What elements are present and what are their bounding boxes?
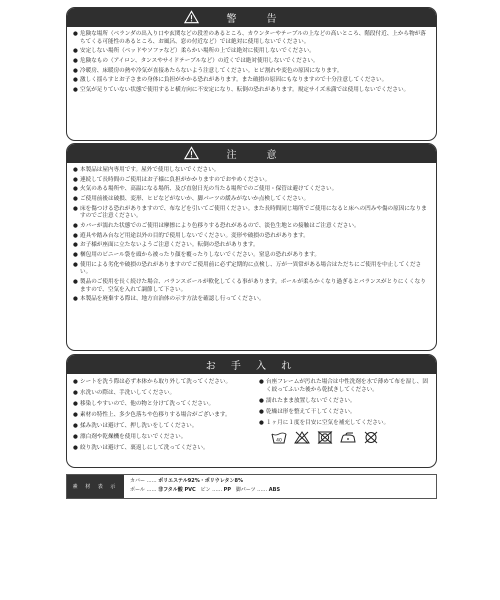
- list-item-text: 使用による劣化や破損の恐れがありますのでご使用前に必ず定期的に点検し、万が一異常がある場合はただちにご使用を中止してください。: [80, 261, 422, 276]
- bullet-icon: ●: [73, 433, 78, 440]
- care-panel: [66, 354, 437, 468]
- bullet-icon: ●: [73, 379, 78, 385]
- list-item-text: 本製品を廃棄する際は、地方自治体の示す方法を確認し行ってください。: [80, 296, 265, 303]
- cover-value: ポリエステル92%・ポリウレタン8%: [158, 478, 243, 484]
- list-item-text: 揉み洗いは避けて、押し洗いをしてください。: [80, 422, 198, 429]
- bullet-icon: ●: [73, 389, 78, 396]
- bullet-icon: ●: [73, 186, 78, 193]
- list-item-text: 移染しやすいので、他の物と分けて洗ってください。: [80, 400, 215, 407]
- list-item-text: 漂白剤や乾燥機を使用しないでください。: [80, 433, 187, 440]
- care-left-list: [73, 379, 251, 456]
- list-item-text: 製品のご使用を長く続けた場合、バランスボールが軟化してくる事があります。ボールが柔らかくなり過ぎるとバランスがとりにくくなりますので、空気を入れて調節して下さい。: [80, 279, 426, 293]
- pin-label: ピン ……: [200, 487, 223, 493]
- list-item: [73, 423, 251, 431]
- list-item: [73, 279, 430, 294]
- list-item: [73, 77, 430, 85]
- no-bleach-icon: [294, 431, 310, 444]
- list-item: [259, 398, 430, 406]
- list-item-text: ご使用前後は破損、変形、ヒビなどがないか、脚パーツの緩みがないか点検してください。: [80, 196, 310, 203]
- list-item-text: 台座フレームが汚れた場合は中性洗剤を水で薄めて布を湿し、固く絞ってふいた後から乾拭きしてください。: [266, 379, 428, 393]
- list-item-text: 本製品は屋内専用です。屋外で使用しないでください。: [80, 167, 220, 173]
- list-item: [73, 252, 430, 260]
- list-item-text: 空気が足りていない状態で使用すると横方向に不安定になり、転倒の恐れがあります。規定サイズ未満では使用しないでください。: [80, 87, 410, 94]
- bullet-icon: ●: [73, 242, 78, 249]
- list-item: [73, 177, 430, 185]
- legs-value: ABS: [268, 487, 281, 493]
- caution-list: [67, 163, 436, 308]
- material-label: 素 材 表 示: [67, 475, 124, 498]
- list-item: [73, 223, 430, 231]
- bullet-icon: ●: [73, 196, 78, 203]
- list-item: [73, 196, 430, 204]
- care-title: お 手 入 れ: [205, 361, 298, 372]
- warning-title: 警 告: [226, 14, 287, 25]
- bullet-icon: ●: [73, 223, 78, 230]
- list-item: [73, 206, 430, 221]
- care-symbols: [259, 431, 430, 444]
- list-item: [73, 68, 430, 76]
- list-item-text: お子様が座面に立たないようご注意ください。転倒の恐れがあります。: [80, 242, 259, 249]
- list-item-text: 乾燥は形を整えて干してください。: [266, 408, 356, 415]
- list-item-text: 激しく揺らすとお子さまの身体に負担がかかる恐れがあります。また破損の原因にもなりますので十分注意してください。: [80, 77, 388, 84]
- list-item-text: 素材の特性上、多少色落ちや色移りする場合がございます。: [80, 411, 231, 418]
- warning-list: [67, 27, 436, 99]
- list-item: [73, 390, 251, 398]
- bullet-icon: ●: [73, 252, 78, 259]
- list-item-text: シートを洗う際は必ず本体から取り外して洗ってください。: [80, 379, 232, 385]
- list-item: [73, 379, 251, 387]
- list-item-text: 危険な場所（ベランダの出入り口や玄関などの段差のあるところ、カウンターやテーブルの上などの高いところ、階段付近、上から物が落ちてくる可能性のあるところ、お風呂、窓の付近など）では絶対に使用しないでください。: [80, 31, 426, 45]
- caution-triangle-icon: [184, 146, 199, 160]
- list-item-text: 遊具や踏み台など用途以外の目的で使用しないでください。変形や破損の恐れがあります。: [80, 232, 309, 239]
- list-item: [73, 296, 430, 304]
- bullet-icon: ●: [259, 408, 264, 415]
- ball-label: ボール ……: [130, 487, 157, 493]
- bullet-icon: ●: [73, 296, 78, 303]
- bullet-icon: ●: [73, 57, 78, 64]
- bullet-icon: ●: [73, 279, 78, 286]
- list-item: [73, 434, 251, 442]
- list-item-text: 水洗いの際は、手洗いしてください。: [80, 389, 176, 396]
- warning-header: [67, 8, 436, 27]
- bullet-icon: ●: [73, 167, 78, 173]
- list-item-text: 冷暖房、床暖房の熱や冷気が直接あたらないよう注意してください。ヒビ割れや変色の原因になります。: [80, 67, 343, 74]
- warning-triangle-icon: [184, 10, 199, 24]
- list-item-text: 梱包用のビニール袋を頭から被ったり顔を覆ったりしないでください。窒息の恐れがあります。: [80, 252, 320, 259]
- pin-value: PP: [223, 487, 232, 493]
- list-item-text: 危険なもの（アイロン、タンスやサイドテーブルなど）の近くでは絶対使用しないでください。: [80, 57, 319, 64]
- list-item: [73, 262, 430, 277]
- list-item: [73, 58, 430, 66]
- list-item-text: 安定しない場所（ベッドやソファなど）柔らかい場所の上では絶対に使用しないでください。: [80, 48, 315, 55]
- bullet-icon: ●: [73, 400, 78, 407]
- list-item: [73, 48, 430, 56]
- list-item-text: １ヶ月に１度を目安に空気を補充してください。: [266, 419, 390, 426]
- ball-value: 非フタル酸 PVC: [158, 487, 196, 493]
- caution-header: [67, 144, 436, 163]
- bullet-icon: ●: [73, 67, 78, 74]
- list-item-text: 濡れたまま放置しないでください。: [266, 397, 356, 404]
- list-item: [73, 31, 430, 46]
- bullet-icon: ●: [259, 379, 264, 385]
- list-item: [73, 87, 430, 95]
- caution-title: 注 意: [226, 150, 287, 161]
- list-item: [73, 186, 430, 194]
- care-right-column: [251, 379, 430, 456]
- bullet-icon: ●: [73, 261, 78, 268]
- list-item: [73, 445, 251, 453]
- bullet-icon: ●: [73, 31, 78, 37]
- material-info: [66, 474, 437, 499]
- bullet-icon: ●: [73, 48, 78, 55]
- caution-panel: [66, 143, 437, 351]
- list-item-text: 連続して長時間のご使用はお子様に負担がかかりますのでおやめください。: [80, 176, 271, 183]
- care-right-list: [259, 379, 430, 427]
- bullet-icon: ●: [73, 444, 78, 451]
- bullet-icon: ●: [73, 77, 78, 84]
- bullet-icon: ●: [73, 87, 78, 94]
- list-item-text: カバーが濡れた状態でのご使用は摩擦により色移りする恐れがあるので、淡色生地との接触はご注意ください。: [80, 223, 360, 230]
- care-header: [67, 355, 436, 374]
- list-item: [259, 420, 430, 428]
- no-tumble-dry-icon: [317, 431, 333, 444]
- warning-panel: [66, 7, 437, 141]
- list-item: [259, 409, 430, 417]
- bullet-icon: ●: [73, 176, 78, 183]
- svg-text:40: 40: [276, 438, 282, 444]
- bullet-icon: ●: [73, 205, 78, 212]
- material-details: [124, 475, 436, 498]
- no-dry-clean-icon: [363, 431, 379, 444]
- bullet-icon: ●: [259, 419, 264, 426]
- bullet-icon: ●: [73, 422, 78, 429]
- list-item-text: 絞り洗いは避けて、裏返しにして洗ってください。: [80, 444, 209, 451]
- list-item: [73, 167, 430, 175]
- bullet-icon: ●: [73, 411, 78, 418]
- cover-label: カバー ……: [130, 478, 157, 484]
- bullet-icon: ●: [259, 397, 264, 404]
- legs-label: 脚パーツ ……: [235, 487, 268, 493]
- bullet-icon: ●: [73, 232, 78, 239]
- list-item-text: 床を傷つける恐れがありますので、布などを引いてご使用ください。また長時間同じ場所でご使用になると床への凹みや傷の原因になりますのでご注意ください。: [80, 205, 427, 220]
- low-iron-icon: [340, 431, 356, 444]
- list-item-text: 火気のある場所や、高温になる場所、及び直射日光の当たる場所でのご使用・保管は避けてください。: [80, 186, 338, 193]
- list-item: [259, 379, 430, 394]
- list-item: [73, 401, 251, 409]
- list-item: [73, 412, 251, 420]
- hand-wash-icon: [271, 431, 287, 444]
- list-item: [73, 242, 430, 250]
- list-item: [73, 233, 430, 241]
